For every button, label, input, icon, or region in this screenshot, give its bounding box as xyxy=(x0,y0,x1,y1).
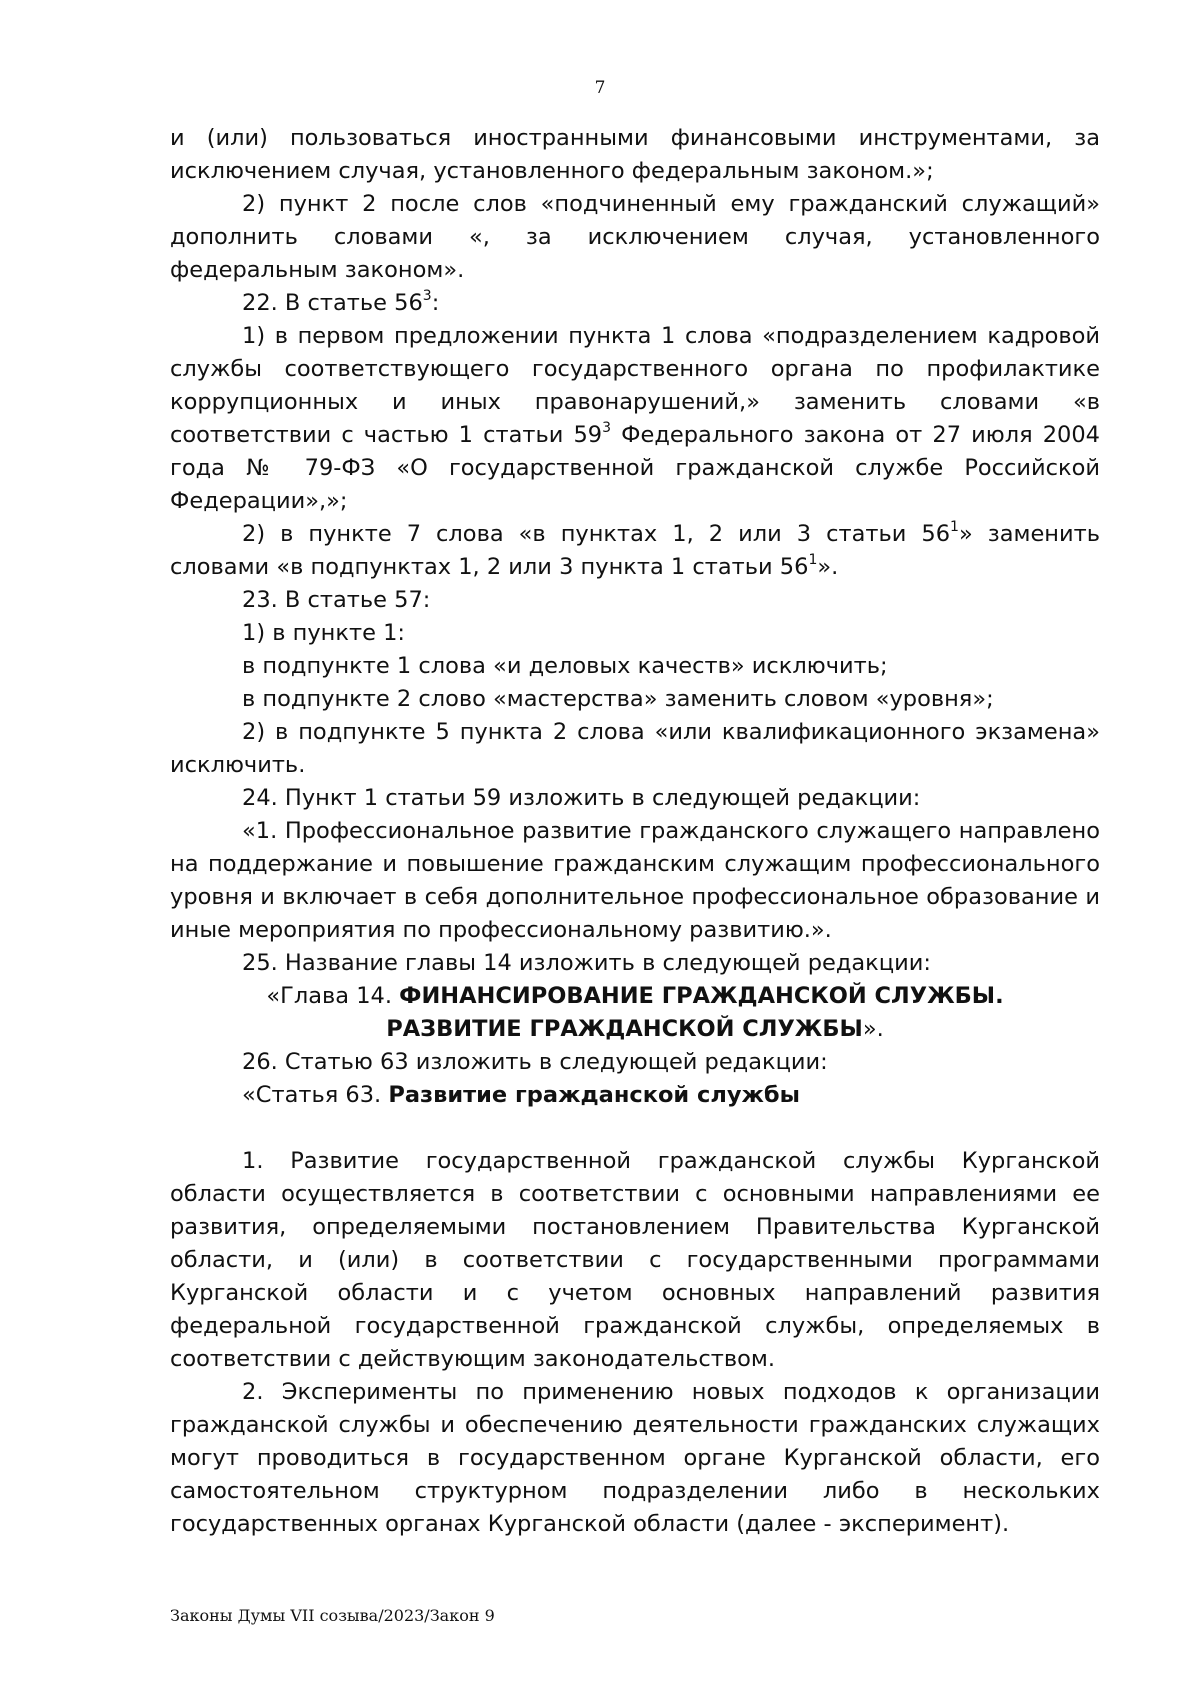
paragraph: 1. Развитие государственной гражданской службы Курганской области осуществляется в соответствии с основными направлениями ее развития, определяемыми постановлением Правительства Курганской области, и (или) в соответствии с государственными программами Курганской области и с учетом основных направлений развития федеральной государственной гражданской службы, определяемых в соответствии с действующим законодательством. xyxy=(170,1148,1100,1372)
document-body xyxy=(170,122,1100,1541)
paragraph: 2) в подпункте 5 пункта 2 слова «или квалификационного экзамена» исключить. xyxy=(170,719,1100,778)
paragraph-article-56-3: 22. В статье $56^3$: xyxy=(242,287,440,316)
paragraph: 2. Эксперименты по применению новых подходов к организации гражданской службы и обеспечению деятельности гражданских служащих могут проводиться в государственном органе Курганской области, его самостоятельном структурном подразделении либо в нескольких государственных органах Курганской области (далее - эксперимент). xyxy=(170,1379,1100,1537)
spacer xyxy=(170,1112,1100,1145)
paragraph: 26. Статью 63 изложить в следующей редакции: xyxy=(242,1049,828,1075)
paragraph: в подпункте 2 слово «мастерства» заменить словом «уровня»; xyxy=(242,686,994,712)
chapter-heading: «Глава 14. ФИНАНСИРОВАНИЕ ГРАЖДАНСКОЙ СЛУЖБЫ. РАЗВИТИЕ ГРАЖДАНСКОЙ СЛУЖБЫ». xyxy=(266,983,1004,1042)
paragraph: 25. Название главы 14 изложить в следующей редакции: xyxy=(242,950,931,976)
paragraph: 24. Пункт 1 статьи 59 изложить в следующей редакции: xyxy=(242,785,921,811)
paragraph: 2) в пункте 7 слова «в пунктах 1, 2 или 3 статьи $56^1$» заменить словами «в подпунктах 1, 2 или 3 пункта 1 статьи $56^1$». xyxy=(170,518,1100,580)
article-heading: «Статья 63. Развитие гражданской службы xyxy=(242,1082,800,1108)
page-number: 7 xyxy=(594,78,606,98)
paragraph: 2) пункт 2 после слов «подчиненный ему гражданский служащий» дополнить словами «, за исключением случая, установленного федеральным законом». xyxy=(170,191,1100,283)
paragraph: и (или) пользоваться иностранными финансовыми инструментами, за исключением случая, установленного федеральным законом.»; xyxy=(170,125,1100,184)
paragraph: 23. В статье 57: xyxy=(242,587,431,613)
paragraph: в подпункте 1 слова «и деловых качеств» исключить; xyxy=(242,653,888,679)
footer: Законы Думы VII созыва/2023/Закон 9 xyxy=(170,1606,495,1625)
paragraph: 1) в пункте 1: xyxy=(242,620,405,646)
paragraph: 1) в первом предложении пункта 1 слова «подразделением кадровой службы соответствующего государственного органа по профилактике коррупционных и иных правонарушений,» заменить словами «в соответствии с частью 1 статьи $59^3$ Федерального закона от 27 июля 2004 года № 79-ФЗ «О государственной гражданской службе Российской Федерации»,»; xyxy=(170,323,1100,514)
paragraph: «1. Профессиональное развитие гражданского служащего направлено на поддержание и повышение гражданским служащим профессионального уровня и включает в себя дополнительное профессиональное образование и иные мероприятия по профессиональному развитию.». xyxy=(170,818,1100,943)
